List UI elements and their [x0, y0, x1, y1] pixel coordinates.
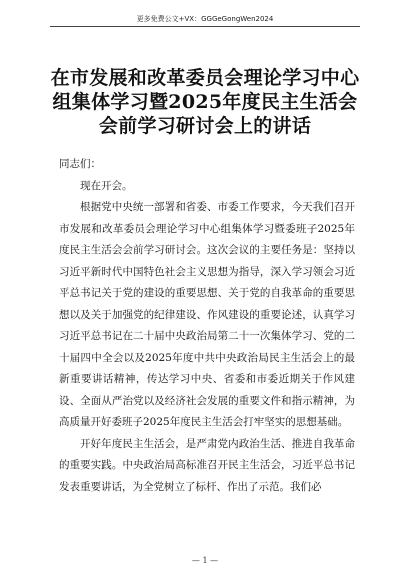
document-title: 在市发展和改革委员会理论学习中心组集体学习暨2025年度民主生活会会前学习研讨会上的讲话 [50, 67, 360, 137]
header-note: 更多免费公文+VX：GGGeGongWen2024 [136, 15, 274, 23]
page-number: — 1 — [191, 556, 219, 565]
paragraph-significance: 开好年度民主生活会，是严肃党内政治生活、推进自我革命的重要实践。中央政治局高标准召开民主生活会，习近平总书记发表重要讲话，为全党树立了标杆、作出了示范。我们必 [59, 437, 355, 493]
paragraph-task: 根据党中央统一部署和省委、市委工作要求，今天我们召开市发展和改革委员会理论学习中心组集体学习暨委班子2025年度民主生活会会前学习研讨会。这次会议的主要任务是：坚持以习近平新时代中国特色社会主义思想为指导，深入学习领会习近平总书记关于党的建设的重要思想、关于党的自我革命的重要思想以及关于加强党的纪律建设、作风建设的重要论述，认真学习习近平总书记在二十届中央政治局第二十一次集体学习、党的二十届四中全会以及2025年度中共中央政治局民主生活会上的最新重要讲话精神，传达学习中央、省委和市委近期关于作风建设、全面从严治党以及经济社会发展的重要文件和指示精神，为高质量开好委班子2025年度民主生活会打牢坚实的思想基础。 [59, 201, 355, 428]
header-divider [50, 26, 360, 27]
document-body [59, 154, 355, 498]
paragraph-opening: 现在开会。 [80, 179, 133, 192]
salutation: 同志们： [59, 158, 101, 170]
